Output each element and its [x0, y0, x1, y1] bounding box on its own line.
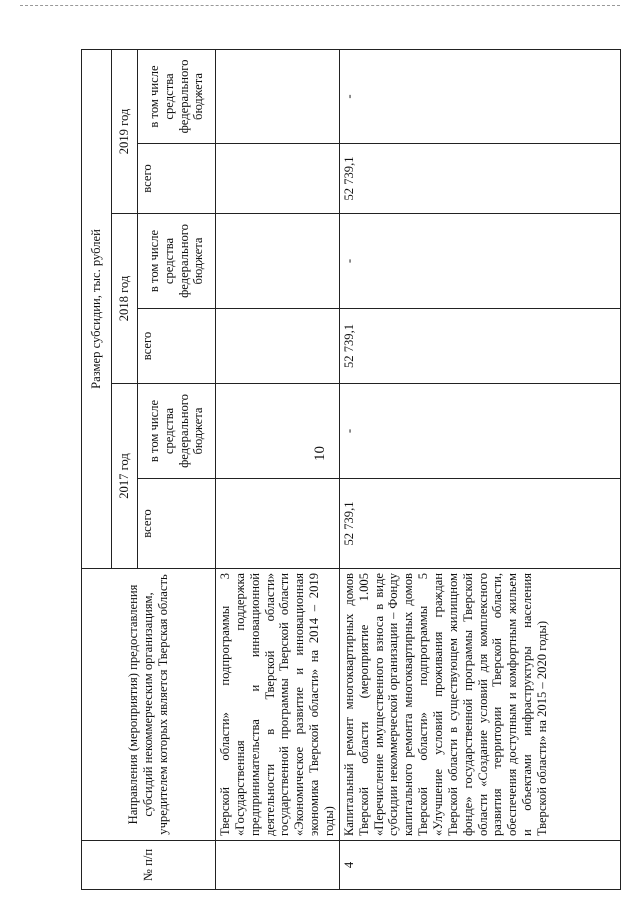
subsidy-table [81, 49, 621, 890]
header-direction-sub: учредителем которых является Тверская область [155, 574, 170, 835]
header-total-2017: всего [138, 479, 216, 569]
row-description: Капитальный ремонт многоквартирных домов Тверской области (мероприятие 1.005 «Перечисление имущественного взноса в виде субсидии некоммерческой организации – Фонду капитального ремонта многоквартирных домов Тверской области» подпрограммы 5 «Улучшение условий проживания граждан Тверской области в существующем жилищном фонде» государственной программы Тверской области «Создание условий для комплексного развития территории Тверской области, обеспечения доступным и комфортным жильем и объектами инфраструктуры населения Тверской области» на 2015 – 2020 годы) [339, 569, 620, 841]
row-num: 4 [339, 841, 620, 890]
header-total-2018: всего [138, 309, 216, 384]
row-value: 52 739,1 [339, 479, 620, 569]
row-value [216, 384, 340, 479]
row-value [216, 479, 340, 569]
row-value [216, 144, 340, 214]
header-federal-2019: в том числе средства федерального бюджета [138, 49, 216, 143]
page-number-text: 10 [311, 445, 328, 461]
row-value: - [339, 49, 620, 143]
row-description: Тверской области» подпрограммы 3 «Государственная поддержка предпринимательства и инновационной деятельности в Тверской области» государственной программы Тверской области «Экономическое развитие и инновационная экономика Тверской области» на 2014 – 2019 годы) [216, 569, 340, 841]
row-value [216, 49, 340, 143]
row-value: - [339, 384, 620, 479]
table-row [339, 49, 620, 889]
header-total-2019: всего [138, 144, 216, 214]
row-value: - [339, 214, 620, 309]
row-value [216, 309, 340, 384]
row-num [216, 841, 340, 890]
header-year-2017: 2017 год [112, 384, 138, 569]
row-value: 52 739,1 [339, 309, 620, 384]
header-year-2018: 2018 год [112, 214, 138, 384]
table-row [216, 49, 340, 889]
header-direction-main: Направления (мероприятия) предоставления субсидий некоммерческим организациям, [126, 584, 156, 825]
header-subsidy-size: Размер субсидии, тыс. рублей [82, 49, 112, 568]
header-num: № п/п [82, 841, 216, 890]
header-federal-2018: в том числе средства федерального бюджета [138, 214, 216, 309]
header-federal-2017: в том числе средства федерального бюджета [138, 384, 216, 479]
header-year-2019: 2019 год [112, 49, 138, 213]
top-edge-line [20, 5, 620, 6]
rotated-table-wrapper [81, 50, 621, 890]
table-rotation-frame [81, 50, 621, 890]
row-value [216, 214, 340, 309]
row-value: 52 739,1 [339, 144, 620, 214]
header-direction [82, 569, 216, 841]
